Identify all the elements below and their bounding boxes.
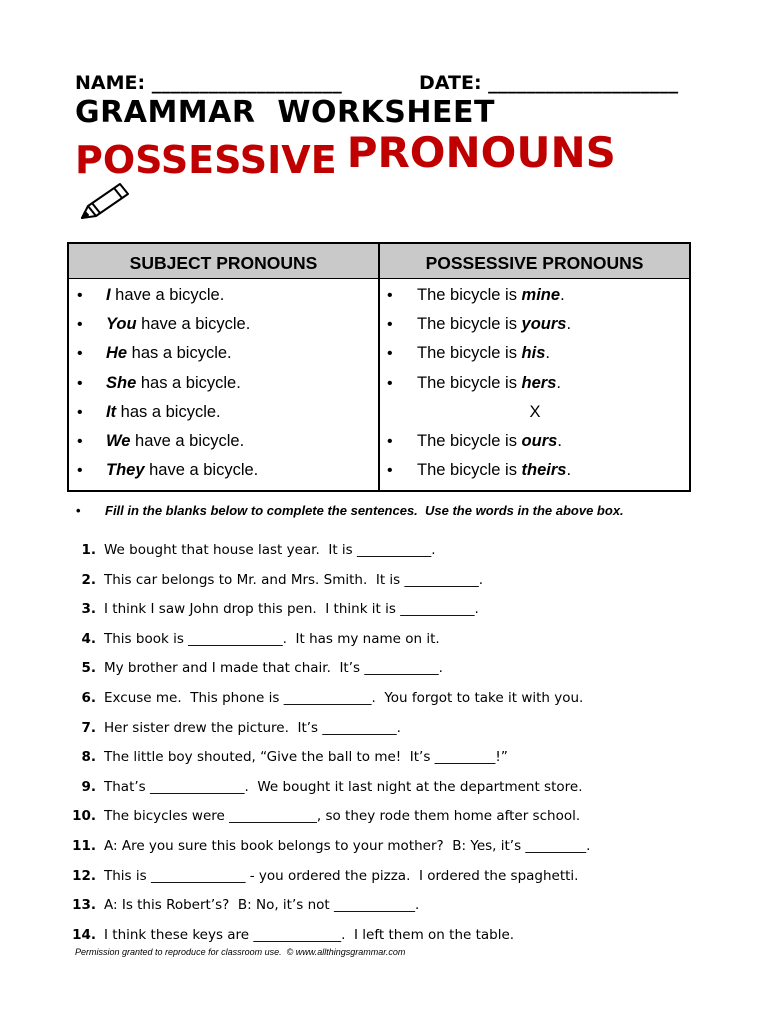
- exercise-item: [60, 625, 740, 655]
- exercise-text: The little boy shouted, “Give the ball to me! It’s _________!”: [104, 749, 508, 766]
- possessive-pronoun: hers: [521, 373, 557, 392]
- sentence-text: have a bicycle.: [130, 431, 245, 450]
- sentence-end: .: [566, 461, 572, 480]
- subject-pronoun: He: [106, 344, 128, 363]
- sentence-end: .: [566, 315, 572, 334]
- bullet: •: [387, 374, 393, 392]
- exercise-item: [60, 654, 740, 684]
- sentence-end: .: [560, 286, 565, 304]
- exercise-number: 9.: [81, 778, 96, 795]
- name-field-label: NAME: ____________________: [75, 72, 342, 94]
- exercise-number: 5.: [81, 660, 96, 677]
- header-possessive-pronouns: POSSESSIVE PRONOUNS: [425, 253, 644, 273]
- exercise-item: [60, 921, 740, 951]
- possessive-row: [380, 369, 680, 398]
- possessive-row: [380, 281, 680, 310]
- exercise-number: 12.: [72, 867, 96, 884]
- possessive-pronoun: ours: [521, 431, 558, 450]
- exercise-number: 13.: [72, 897, 96, 914]
- sentence-text: have a bicycle.: [136, 315, 251, 334]
- exercise-text: A: Are you sure this book belongs to your mother? B: Yes, it’s _________.: [104, 837, 591, 854]
- sentence-end: .: [556, 373, 561, 392]
- exercise-item: [60, 595, 740, 625]
- topic-title-word1: POSSESSIVE: [75, 138, 337, 182]
- exercise-item: [60, 802, 740, 832]
- bullet: •: [77, 432, 83, 450]
- bullet: •: [387, 345, 393, 363]
- sentence-text: has a bicycle.: [116, 402, 221, 421]
- header-subject-pronouns: SUBJECT PRONOUNS: [129, 253, 318, 273]
- exercise-text: The bicycles were _____________, so they rode them home after school.: [104, 808, 581, 825]
- bullet: •: [76, 503, 81, 518]
- exercise-text: My brother and I made that chair. It’s ___________.: [104, 660, 443, 677]
- subject-pronoun: It: [106, 402, 117, 421]
- exercise-text: That’s ______________. We bought it last night at the department store.: [104, 778, 583, 795]
- bullet: •: [77, 345, 83, 363]
- possessive-pronoun: theirs: [521, 461, 567, 480]
- exercise-item: [60, 862, 740, 892]
- possessive-row: [380, 339, 680, 368]
- exercise-number: 11.: [72, 837, 96, 854]
- sentence-text: has a bicycle.: [127, 344, 232, 363]
- exercise-item: [60, 773, 740, 803]
- exercise-number: 1.: [81, 542, 96, 558]
- bullet: •: [387, 316, 393, 334]
- possessive-row-none: [380, 398, 680, 427]
- possessive-pronoun-column: [380, 281, 680, 485]
- possessive-pronoun: his: [521, 344, 546, 363]
- exercise-item: [60, 714, 740, 744]
- subject-row: [69, 339, 369, 368]
- copyright-footer: Permission granted to reproduce for classroom use. © www.allthingsgrammar.com: [75, 947, 406, 957]
- subject-pronoun: I: [106, 286, 111, 304]
- exercise-text: This car belongs to Mr. and Mrs. Smith. It is ___________.: [104, 571, 484, 588]
- possessive-pronoun: yours: [521, 315, 567, 334]
- bullet: •: [387, 432, 393, 450]
- sentence-text: has a bicycle.: [136, 373, 241, 392]
- sentence-text: The bicycle is: [417, 315, 522, 334]
- sentence-text: The bicycle is: [417, 286, 522, 304]
- subject-row: [69, 310, 369, 339]
- possessive-row: [380, 456, 680, 485]
- exercise-list: [60, 536, 740, 950]
- subject-pronoun: She: [106, 373, 137, 392]
- pronoun-table: [67, 242, 691, 492]
- subject-row: [69, 427, 369, 456]
- subject-pronoun-column: [69, 281, 369, 485]
- exercise-item: [60, 891, 740, 921]
- exercise-number: 4.: [81, 630, 96, 647]
- exercise-number: 2.: [81, 571, 96, 588]
- sentence-text: The bicycle is: [417, 344, 522, 363]
- sentence-text: The bicycle is: [417, 461, 522, 480]
- exercise-text: Excuse me. This phone is _____________. You forgot to take it with you.: [104, 689, 584, 706]
- sentence-end: .: [557, 431, 562, 450]
- instruction-text: Fill in the blanks below to complete the sentences. Use the words in the above box.: [105, 503, 624, 518]
- bullet: •: [77, 374, 83, 392]
- exercise-item: [60, 832, 740, 862]
- exercise-item: [60, 743, 740, 773]
- exercise-number: 8.: [81, 749, 96, 766]
- sentence-end: .: [545, 344, 550, 363]
- bullet: •: [77, 403, 83, 421]
- exercise-text: This book is ______________. It has my name on it.: [104, 630, 440, 647]
- sentence-text: have a bicycle.: [110, 286, 225, 304]
- sentence-text: The bicycle is: [417, 431, 522, 450]
- sentence-text: The bicycle is: [417, 373, 522, 392]
- exercise-item: [60, 684, 740, 714]
- exercise-number: 3.: [81, 601, 96, 618]
- sentence-text: have a bicycle.: [144, 461, 259, 480]
- exercise-number: 14.: [72, 926, 96, 943]
- subject-pronoun: You: [106, 315, 137, 334]
- possessive-pronoun: mine: [521, 286, 561, 304]
- no-possessive-mark: X: [529, 402, 541, 421]
- exercise-number: 6.: [81, 689, 96, 706]
- subject-pronoun: We: [106, 431, 131, 450]
- topic-title: [75, 128, 616, 182]
- possessive-row: [380, 427, 680, 456]
- exercise-number: 10.: [72, 808, 96, 825]
- bullet: •: [387, 287, 393, 304]
- exercise-text: We bought that house last year. It is ___________.: [104, 542, 436, 558]
- subject-pronoun: They: [106, 461, 145, 480]
- bullet: •: [77, 462, 83, 480]
- subject-row: [69, 456, 369, 485]
- exercise-text: This is ______________ - you ordered the pizza. I ordered the spaghetti.: [104, 867, 579, 884]
- pencil-icon: [76, 178, 134, 224]
- exercise-text: I think these keys are _____________. I left them on the table.: [104, 926, 515, 943]
- exercise-text: A: Is this Robert’s? B: No, it’s not ____________.: [104, 897, 420, 914]
- exercise-item: [60, 566, 740, 596]
- subject-row: [69, 398, 369, 427]
- possessive-row: [380, 310, 680, 339]
- exercise-number: 7.: [81, 719, 96, 736]
- worksheet-title: GRAMMAR WORKSHEET: [75, 95, 495, 130]
- exercise-item: [60, 536, 740, 566]
- exercise-text: Her sister drew the picture. It’s ___________.: [104, 719, 401, 736]
- bullet: •: [77, 316, 83, 334]
- subject-row: [69, 281, 369, 310]
- exercise-text: I think I saw John drop this pen. I think it is ___________.: [104, 601, 479, 618]
- bullet: •: [387, 462, 393, 480]
- topic-title-word2: PRONOUNS: [346, 128, 616, 177]
- subject-row: [69, 369, 369, 398]
- date-field-label: DATE: ____________________: [419, 72, 679, 94]
- bullet: •: [77, 287, 83, 304]
